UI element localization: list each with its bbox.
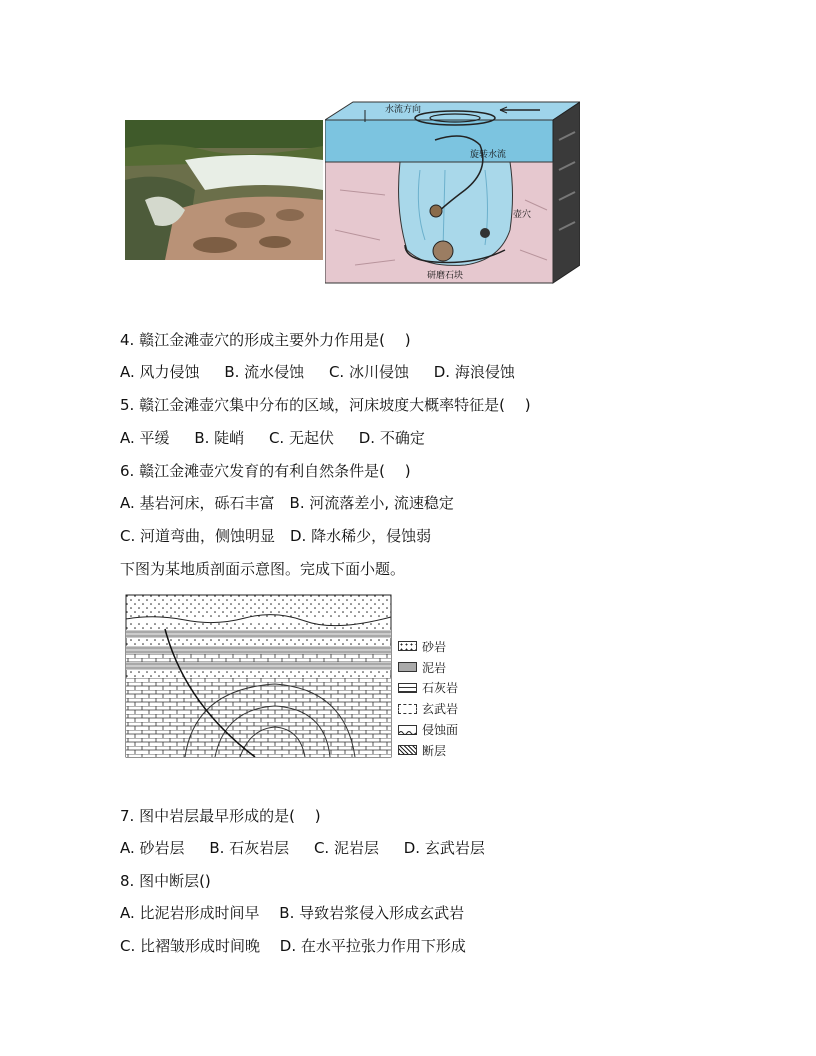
geology-legend: [398, 636, 458, 761]
option-a: A. 砂岩层: [120, 839, 185, 857]
pothole-label: 壶穴: [513, 210, 532, 220]
option-d: D. 玄武岩层: [403, 839, 485, 857]
pothole-diagram: [325, 100, 580, 285]
legend-limestone: 石灰岩: [398, 678, 458, 699]
legend-mudstone: 泥岩: [398, 657, 458, 678]
legend-fault: 断层: [398, 740, 458, 761]
option-a: A. 风力侵蚀: [120, 363, 200, 381]
option-d: D. 海浪侵蚀: [433, 363, 515, 381]
intro-text: 下图为某地质剖面示意图。完成下面小题。: [120, 560, 406, 578]
question-6-options-line1: A. 基岩河床，砾石丰富 B. 河流落差小, 流速稳定: [120, 494, 454, 512]
option-a: A. 平缓: [120, 429, 170, 447]
question-8-options-line1: A. 比泥岩形成时间早 B. 导致岩浆侵入形成玄武岩: [120, 904, 465, 922]
basalt-swatch: [398, 704, 417, 714]
flow-direction-label: 水流方向: [385, 105, 422, 115]
question-6: 6. 赣江金滩壶穴发育的有利自然条件是( ): [120, 462, 411, 480]
question-5: 5. 赣江金滩壶穴集中分布的区域，河床坡度大概率特征是( ): [120, 396, 531, 414]
limestone-swatch: [398, 683, 417, 693]
sandstone-swatch: [398, 641, 417, 651]
question-7: 7. 图中岩层最早形成的是( ): [120, 807, 321, 825]
legend-sandstone: 砂岩: [398, 636, 458, 657]
question-4: 4. 赣江金滩壶穴的形成主要外力作用是( ): [120, 331, 411, 349]
option-b: B. 石灰岩层: [209, 839, 290, 857]
question-8-options-line2: C. 比褶皱形成时间晚 D. 在水平拉张力作用下形成: [120, 937, 466, 955]
option-c: C. 泥岩层: [313, 839, 379, 857]
mudstone-swatch: [398, 662, 417, 672]
question-6-options-line2: C. 河道弯曲，侧蚀明显 D. 降水稀少，侵蚀弱: [120, 527, 432, 545]
legend-basalt: 玄武岩: [398, 698, 458, 719]
pothole-figure: [125, 100, 580, 285]
option-b: B. 流水侵蚀: [224, 363, 305, 381]
erosion-surface-swatch: [398, 725, 417, 735]
question-5-options: [120, 428, 445, 448]
option-d: D. 不确定: [358, 429, 425, 447]
legend-erosion-surface: 侵蚀面: [398, 719, 458, 740]
question-4-options: [120, 362, 535, 382]
option-c: C. 无起伏: [268, 429, 334, 447]
grinding-stone-label: 研磨石块: [427, 271, 464, 281]
swirl-flow-label: 旋转水流: [470, 150, 507, 160]
fault-swatch: [398, 745, 417, 755]
option-b: B. 陡峭: [194, 429, 245, 447]
question-7-options: [120, 838, 505, 858]
question-8: 8. 图中断层(): [120, 872, 211, 890]
option-c: C. 冰川侵蚀: [328, 363, 409, 381]
river-pothole-photo: [125, 120, 323, 260]
